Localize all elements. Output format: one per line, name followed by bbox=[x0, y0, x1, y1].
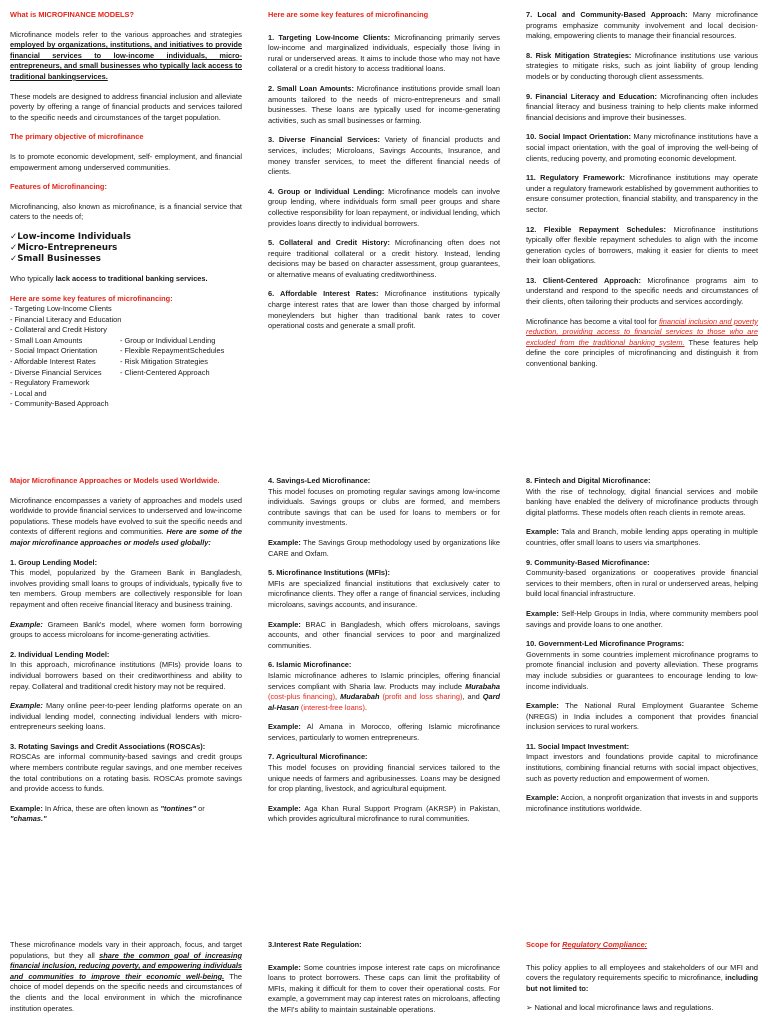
feature-item: 1. Targeting Low-Income Clients: Microfinancing primarily serves low-income and marginalized individuals, especially those living in rural or underserved areas. It aims to include those who may not have collateral or a credit history to access traditional loans. bbox=[268, 32, 500, 74]
key-features-heading: Here are some key features of microfinancing: bbox=[10, 293, 173, 303]
check-item: ✓Small Businesses bbox=[10, 253, 101, 264]
model-roscas: 3. Rotating Savings and Credit Associations (ROSCAs): ROSCAs are informal community-based savings and credit groups where members contribute regular savings, and one member receives the total contributions on a rotating basis. ROSCAs promote savings and provide access to funds. bbox=[10, 741, 242, 794]
feature-item: 6. Affordable Interest Rates: Microfinance institutions typically charge interest rates that are lower than those charged by informal moneylenders but higher than traditional bank rates to cover operational costs and generate a small profit. bbox=[268, 289, 500, 331]
approaches-intro: Microfinance encompasses a variety of approaches and models used worldwide to provide financial services to underserved and low-income populations. These models have evolved to suit the specific needs and contexts of different regions and communities. Here are some of the major microfinance approaches or models used globally: bbox=[10, 495, 242, 547]
col2-bottom-section bbox=[268, 940, 500, 1025]
designed-paragraph: These models are designed to address financial inclusion and alleviate poverty by offering a range of financial products and services tailored to the specific needs and circumstances of the target population. bbox=[10, 91, 242, 122]
list-item: - Flexible RepaymentSchedules bbox=[120, 346, 225, 356]
microfinance-models-heading: What is MICROFINANCE MODELS? bbox=[10, 10, 134, 19]
list-item: - Financial Literacy and Education bbox=[10, 314, 122, 324]
key-features-grid bbox=[10, 336, 242, 378]
features-paragraph: Microfinancing, also known as microfinance, is a financial service that caters to the needs of; bbox=[10, 201, 242, 222]
col3-mid-section bbox=[526, 476, 758, 823]
feature-item: 10. Social Impact Orientation: Many microfinance institutions have a social impact orientation, with the goal of improving the well-being of clients, reducing poverty, and promoting economic development. bbox=[526, 132, 759, 163]
arrow-bullet-item: ➢ National and local microfinance laws and regulations. bbox=[526, 1003, 714, 1013]
target-checklist bbox=[10, 232, 242, 265]
intro-paragraph: Microfinance models refer to the various approaches and strategies employed by organizations, institutions, and initiatives to provide financial services to low-income individuals, micro-entrepreneurs, and small businesses who typically lack access to traditional bankingservices. bbox=[10, 29, 242, 81]
feature-item: 2. Small Loan Amounts: Microfinance institutions provide small loan amounts tailored to the needs of micro-entrepreneurs and small businesses. These loans are typically used for income-generating activities, such as small businesses or farming. bbox=[268, 83, 501, 125]
features-heading: Features of Microfinancing: bbox=[10, 182, 107, 192]
list-item: - Group or Individual Lending bbox=[120, 335, 216, 345]
example-akrsp: Example: Aga Khan Rural Support Program (AKRSP) in Pakistan, which provides agricultural microfinance to rural communities. bbox=[268, 803, 500, 824]
example-brac: Example: BRAC in Bangladesh, which offers microloans, savings accounts, and other financial services to poor and marginalized communities. bbox=[268, 619, 500, 650]
policy-paragraph: This policy applies to all employees and stakeholders of our MFI and covers the regulatory requirements specific to microfinance, including but not limited to: bbox=[526, 962, 758, 993]
model-government: 10. Government-Led Microfinance Programs: Governments in some countries implement microfinance programs to promote financial inclusion and poverty alleviation. These programs may include subsidies or guarantees to encourage lending to low-income individuals. bbox=[526, 639, 758, 691]
model-agricultural: 7. Agricultural Microfinance: This model focuses on providing financial services tailored to the unique needs of farmers and agribusinesses. Loans may be designed for crop planting, livestock, and agricultural equipment. bbox=[268, 752, 500, 794]
col1-mid-section bbox=[10, 476, 242, 834]
example-care: Example: The Savings Group methodology used by organizations like CARE and Oxfam. bbox=[268, 537, 500, 558]
interest-rate-heading: 3.Interest Rate Regulation: bbox=[268, 940, 362, 949]
feature-item: 8. Risk Mitigation Strategies: Microfinance institutions use various strategies to mitigate risks, such as joint liability of group lending models or by conducting thorough client assessments. bbox=[526, 50, 758, 81]
example-al-amana: Example: Al Amana in Morocco, offering Islamic microfinance services, particularly to women entrepreneurs. bbox=[268, 722, 500, 742]
feature-item: 5. Collateral and Credit History: Microfinancing often does not require traditional collateral or a credit history. Instead, lending decisions may be based on character assessment, group guarantees, or alternative means of evaluating creditworthiness. bbox=[268, 238, 500, 279]
models-vary-paragraph: These microfinance models vary in their approach, focus, and target populations, but they all share the common goal of increasing financial inclusion, reducing poverty, and empowering individuals and communities to improve their economic well-being. The choice of model depends on the specific needs and circumstances of the clients and the local environment in which the microfinance institution operates. bbox=[10, 940, 242, 1013]
regulatory-compliance-link[interactable]: Regulatory Compliance: bbox=[562, 940, 648, 949]
example-accion: Example: Accion, a nonprofit organization that invests in and supports microfinance institutions worldwide. bbox=[526, 793, 758, 813]
col1-top-section bbox=[10, 10, 242, 410]
list-item: - Small Loan Amounts bbox=[10, 335, 83, 345]
who-paragraph: Who typically lack access to traditional banking services. bbox=[10, 273, 208, 283]
col2-top-section bbox=[268, 10, 500, 341]
objective-paragraph: Is to promote economic development, self- employment, and financial empowerment among underserved communities. bbox=[10, 151, 242, 172]
example-tala: Example: Tala and Branch, mobile lending apps operating in multiple countries, offer small loans to users via smartphones. bbox=[526, 527, 758, 547]
model-community: 9. Community-Based Microfinance: Community-based organizations or cooperatives provide financial services to their members, often in rural or underserved areas, helping build local financial infrastructure. bbox=[526, 557, 758, 599]
example-nregs: Example: The National Rural Employment Guarantee Scheme (NREGS) in India includes a component that provides financial inclusion services to rural workers. bbox=[526, 701, 758, 732]
vital-tool-paragraph: Microfinance has become a vital tool for financial inclusion and poverty reduction, providing access to financial services to those who are excluded from the traditional banking system. These features help define the core principles of microfinancing and distinguish it from conventional banking. bbox=[526, 316, 758, 369]
model-individual-lending: 2. Individual Lending Model: In this approach, microfinance institutions (MFIs) provide loans to individual borrowers based on their creditworthiness and ability to repay. Collateral and traditional credit history may not be required. bbox=[10, 649, 242, 691]
feature-item: 7. Local and Community-Based Approach: Many microfinance programs emphasize community involvement and local decision-making, empowering clients to manage their financial resources. bbox=[526, 10, 758, 41]
example-grameen: Example: Grameen Bank's model, where women form borrowing groups to access microloans for income-generating activities. bbox=[10, 619, 242, 640]
list-item: - Client-Centered Approach bbox=[120, 367, 210, 377]
check-item: ✓Low-income Individuals bbox=[10, 231, 132, 242]
list-item: - Targeting Low-Income Clients bbox=[10, 304, 112, 314]
list-item: - Community-Based Approach bbox=[10, 399, 109, 409]
key-features-heading-2: Here are some key features of microfinancing bbox=[268, 10, 429, 19]
feature-item: 4. Group or Individual Lending: Microfinance models can involve group lending, where individuals form small peer groups and share collective responsibility for loan repayment, or individual lending, which provides loans directly to individual borrowers. bbox=[268, 186, 500, 228]
list-item: - Collateral and Credit History bbox=[10, 325, 107, 335]
example-shg: Example: Self-Help Groups in India, where community members pool savings and provide loans to one another. bbox=[526, 608, 758, 629]
objective-heading: The primary objective of microfinance bbox=[10, 132, 144, 142]
list-item: - Affordable Interest Rates bbox=[10, 357, 96, 367]
feature-item: 3. Diverse Financial Services: Variety of financial products and services, includes; Microloans, Savings Accounts, Insurance, and money transfer services, to meet the different financial needs of clients. bbox=[268, 135, 500, 177]
feature-item: 12. Flexible Repayment Schedules: Microfinance institutions typically offer flexible repayment schedules to align with the income generation cycles of borrowers, making it easier for clients to meet their loan obligations. bbox=[526, 224, 758, 266]
col2-mid-section bbox=[268, 476, 500, 834]
col3-bottom-section bbox=[526, 940, 758, 1023]
example-tontines: Example: In Africa, these are often known as "tontines" or "chamas." bbox=[10, 803, 205, 824]
scope-heading: Scope for Regulatory Compliance: bbox=[526, 940, 648, 949]
financial-inclusion-link[interactable]: financial inclusion and poverty reduction, providing access to financial services to those who are excluded from the traditional banking system. bbox=[526, 316, 758, 347]
feature-item: 11. Regulatory Framework: Microfinance institutions may operate under a regulatory framework established by government authorities to ensure consumer protection, financial stability, and transparency in the sector. bbox=[526, 173, 759, 214]
list-item: - Regulatory Framework bbox=[10, 378, 90, 388]
col3-top-section bbox=[526, 10, 758, 379]
col1-bottom-section bbox=[10, 940, 242, 1023]
major-approaches-heading: Major Microfinance Approaches or Models used Worldwide. bbox=[10, 476, 220, 485]
model-fintech: 8. Fintech and Digital Microfinance: With the rise of technology, digital financial services and mobile banking have enabled the delivery of microfinance products through digital platforms. These models often reach clients in remote areas. bbox=[526, 476, 758, 517]
model-mfis: 5. Microfinance Institutions (MFIs): MFIs are specialized financial institutions that exclusively cater to microfinance clients. They offer a range of financial services, including microloans, savings accounts, and insurance. bbox=[268, 568, 500, 609]
list-item: - Risk Mitigation Strategies bbox=[120, 357, 208, 367]
model-islamic: 6. Islamic Microfinance: Islamic microfinance adheres to Islamic principles, offering financial services compliant with Sharia law. Products may include Murabaha (cost-plus financing), Mudarabah (profit and loss sharing), and Qard al-Hasan (interest-free loans). bbox=[268, 660, 501, 712]
model-social-impact: 11. Social Impact Investment: Impact investors and foundations provide capital to microfinance institutions, combining financial returns with social impact objectives, such as poverty reduction and empowerment of women. bbox=[526, 741, 758, 783]
feature-item: 13. Client-Centered Approach: Microfinance programs aim to understand and respond to the specific needs and circumstances of their clients, often tailoring their products and services accordingly. bbox=[526, 275, 758, 307]
model-group-lending: 1. Group Lending Model: This model, popularized by the Grameen Bank in Bangladesh, involves providing small loans to groups of individuals, typically five to ten members. Group members are collectively responsible for loan repayment and often receive financial literacy and business training. bbox=[10, 557, 242, 609]
check-item: ✓Micro-Entrepreneurs bbox=[10, 242, 118, 253]
key-features-list bbox=[10, 304, 242, 410]
list-item: - Diverse Financial Services bbox=[10, 367, 102, 377]
list-item: - Local and bbox=[10, 388, 47, 398]
example-p2p: Example: Many online peer-to-peer lending platforms operate on an individual lending model, connecting individual lenders with micro-entrepreneurs seeking loans. bbox=[10, 701, 242, 732]
interest-rate-example: Example: Some countries impose interest rate caps on microfinance loans to protect borrowers. These caps can limit the profitability of MFIs, making it difficult for them to cover their operational costs. For example, a government may cap interest rates on microloans, affecting the MFI's ability to maintain sustainable operations. bbox=[268, 962, 500, 1014]
feature-item: 9. Financial Literacy and Education: Microfinancing often includes financial literacy and business training to help clients make informed financial decisions and improve their businesses. bbox=[526, 91, 758, 122]
model-savings-led: 4. Savings-Led Microfinance: This model focuses on promoting regular savings among low-income individuals. Savings groups or clubs are formed, and members contribute savings that can be used for loans to members or for community investments. bbox=[268, 476, 500, 528]
list-item: - Social Impact Orientation bbox=[10, 346, 98, 356]
